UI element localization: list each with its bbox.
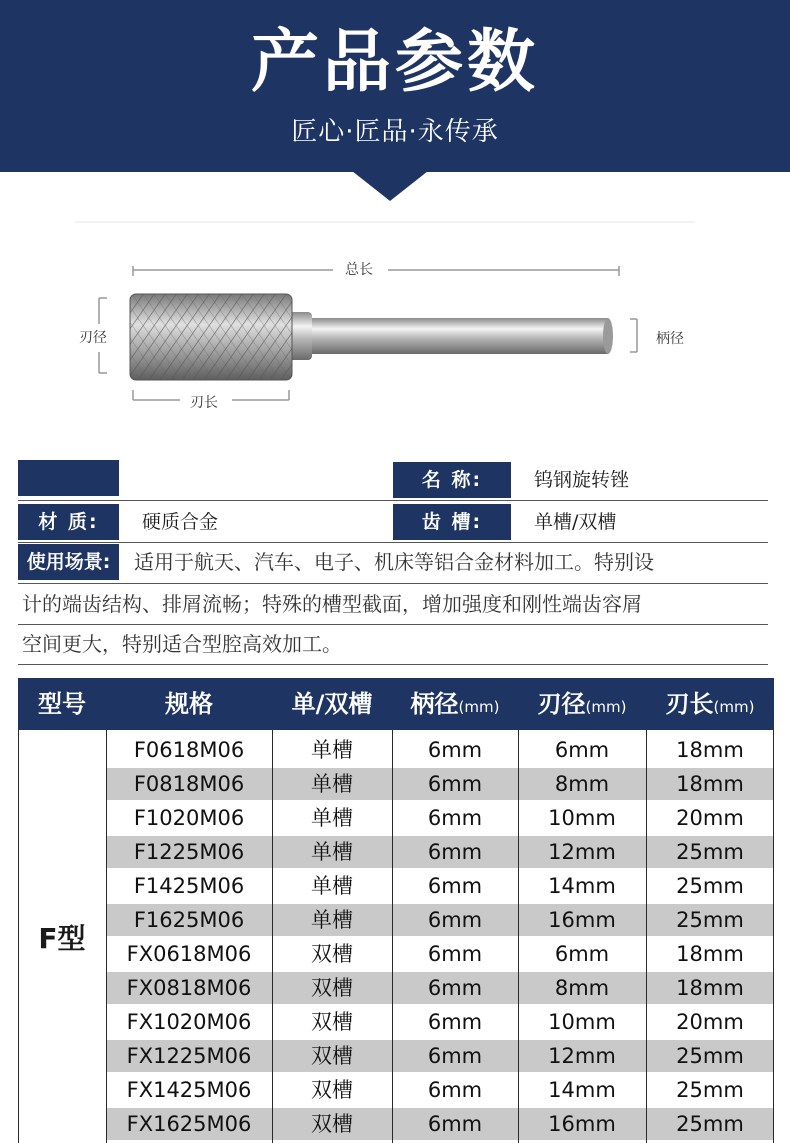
page-subtitle: 匠心·匠品·永传承 <box>291 117 499 147</box>
shank-cell: 6mm <box>427 1078 483 1102</box>
flute-cell: 单槽 <box>311 738 353 762</box>
spec-table-header <box>18 678 774 730</box>
flute-cell: 单槽 <box>311 806 353 830</box>
blade-length-cell: 25mm <box>676 1044 744 1068</box>
total-length-label: 总长 <box>345 262 373 278</box>
shank-cell: 6mm <box>427 1010 483 1034</box>
blade-diameter-cell: 6mm <box>554 942 610 966</box>
flute-cell: 单槽 <box>311 840 353 864</box>
blade-length-cell: 18mm <box>676 772 744 796</box>
rotary-burr-illustration <box>0 200 790 440</box>
material-value: 硬质合金 <box>142 511 219 533</box>
blade-diameter-cell: 10mm <box>548 1010 616 1034</box>
header-banner <box>0 0 790 172</box>
header-flute: 单/双槽 <box>291 690 373 718</box>
table-row <box>18 1073 774 1107</box>
header-blade-diameter: 刃径(mm) <box>537 690 627 718</box>
spec-cell: F1225M06 <box>133 840 245 864</box>
shank-cell: 6mm <box>427 806 483 830</box>
name-value: 钨钢旋转锉 <box>534 469 630 491</box>
flute-cell: 双槽 <box>311 976 353 1000</box>
blade-length-cell: 25mm <box>676 1078 744 1102</box>
shank-cell: 6mm <box>427 976 483 1000</box>
blade-length-cell: 18mm <box>676 738 744 762</box>
column-divider <box>518 730 519 1143</box>
blade-diameter-cell: 14mm <box>548 1078 616 1102</box>
column-divider <box>106 730 107 1143</box>
spec-cell: F0618M06 <box>133 738 245 762</box>
header-shank: 柄径(mm) <box>410 690 500 718</box>
flute-cell: 单槽 <box>311 772 353 796</box>
spec-cell: F1020M06 <box>133 806 245 830</box>
usage-line-3: 空间更大，特别适合型腔高效加工。 <box>22 632 342 656</box>
shank-cell: 6mm <box>427 908 483 932</box>
header-type: 型号 <box>38 690 86 718</box>
table-row <box>18 1039 774 1073</box>
type-cell: F型 <box>38 921 86 955</box>
column-divider <box>773 730 774 1143</box>
usage-line-2: 计的端齿结构、排屑流畅；特殊的槽型截面，增加强度和刚性端齿容屑 <box>22 592 642 616</box>
spec-cell: FX1020M06 <box>126 1010 252 1034</box>
blade-diameter-cell: 12mm <box>548 1044 616 1068</box>
info-divider <box>18 624 768 625</box>
spec-cell: FX1625M06 <box>126 1112 252 1136</box>
table-row <box>18 903 774 937</box>
flute-cell: 单槽 <box>311 874 353 898</box>
column-divider <box>272 730 273 1143</box>
shank-cell: 6mm <box>427 738 483 762</box>
flute-key: 齿 槽: <box>393 504 511 540</box>
name-key: 名 称: <box>393 462 511 498</box>
spec-cell: FX0618M06 <box>126 942 252 966</box>
spec-cell: FX1225M06 <box>126 1044 252 1068</box>
usage-line-1: 适用于航天、汽车、电子、机床等铝合金材料加工。特别设 <box>134 550 654 574</box>
info-divider <box>18 500 768 501</box>
spec-cell: F1625M06 <box>133 908 245 932</box>
info-divider <box>18 583 768 584</box>
table-row <box>18 869 774 903</box>
flute-value: 单槽/双槽 <box>534 511 617 533</box>
table-row <box>18 1107 774 1141</box>
blade-length-cell: 18mm <box>676 976 744 1000</box>
shank-cell: 6mm <box>427 772 483 796</box>
blade-diameter-cell: 16mm <box>548 908 616 932</box>
column-divider <box>18 730 19 1143</box>
table-row <box>18 937 774 971</box>
blade-length-cell: 20mm <box>676 806 744 830</box>
blade-diameter-cell: 8mm <box>554 976 610 1000</box>
table-row <box>18 1005 774 1039</box>
spec-table <box>18 678 774 1143</box>
page-title: 产品参数 <box>250 23 539 102</box>
blade-length-label: 刃长 <box>190 395 218 411</box>
spec-cell: FX1425M06 <box>126 1078 252 1102</box>
table-row <box>18 767 774 801</box>
blade-length-cell: 18mm <box>676 942 744 966</box>
blade-length-cell: 25mm <box>676 1112 744 1136</box>
table-row <box>18 971 774 1005</box>
material-key: 材 质: <box>18 504 119 540</box>
blade-diameter-cell: 12mm <box>548 840 616 864</box>
spec-cell: FX0818M06 <box>126 976 252 1000</box>
header-blade-length: 刃长(mm) <box>665 690 755 718</box>
product-diagram <box>0 200 790 440</box>
table-row <box>18 733 774 767</box>
info-divider <box>18 664 768 665</box>
blade-length-cell: 25mm <box>676 840 744 864</box>
banner-notch <box>352 171 428 201</box>
shank-cell: 6mm <box>427 840 483 864</box>
flute-cell: 双槽 <box>311 1112 353 1136</box>
blade-diameter-label: 刃径 <box>79 330 107 346</box>
flute-cell: 双槽 <box>311 1044 353 1068</box>
column-divider <box>392 730 393 1143</box>
blade-diameter-cell: 8mm <box>554 772 610 796</box>
shank-cell: 6mm <box>427 1044 483 1068</box>
blade-length-cell: 25mm <box>676 874 744 898</box>
spec-cell: F1425M06 <box>133 874 245 898</box>
blade-length-cell: 25mm <box>676 908 744 932</box>
info-blank-key <box>18 460 119 496</box>
blade-diameter-cell: 6mm <box>554 738 610 762</box>
blade-length-cell: 20mm <box>676 1010 744 1034</box>
flute-cell: 单槽 <box>311 908 353 932</box>
table-row <box>18 835 774 869</box>
blade-diameter-cell: 10mm <box>548 806 616 830</box>
flute-cell: 双槽 <box>311 1078 353 1102</box>
shank-diameter-label: 柄径 <box>656 331 684 347</box>
flute-cell: 双槽 <box>311 1010 353 1034</box>
blade-diameter-cell: 14mm <box>548 874 616 898</box>
table-row <box>18 801 774 835</box>
column-divider <box>646 730 647 1143</box>
flute-cell: 双槽 <box>311 942 353 966</box>
header-spec: 规格 <box>165 690 213 718</box>
shank-cell: 6mm <box>427 874 483 898</box>
info-divider <box>18 542 768 543</box>
usage-key: 使用场景: <box>18 544 119 580</box>
shank-cell: 6mm <box>427 942 483 966</box>
blade-diameter-cell: 16mm <box>548 1112 616 1136</box>
spec-cell: F0818M06 <box>133 772 245 796</box>
shank-cell: 6mm <box>427 1112 483 1136</box>
